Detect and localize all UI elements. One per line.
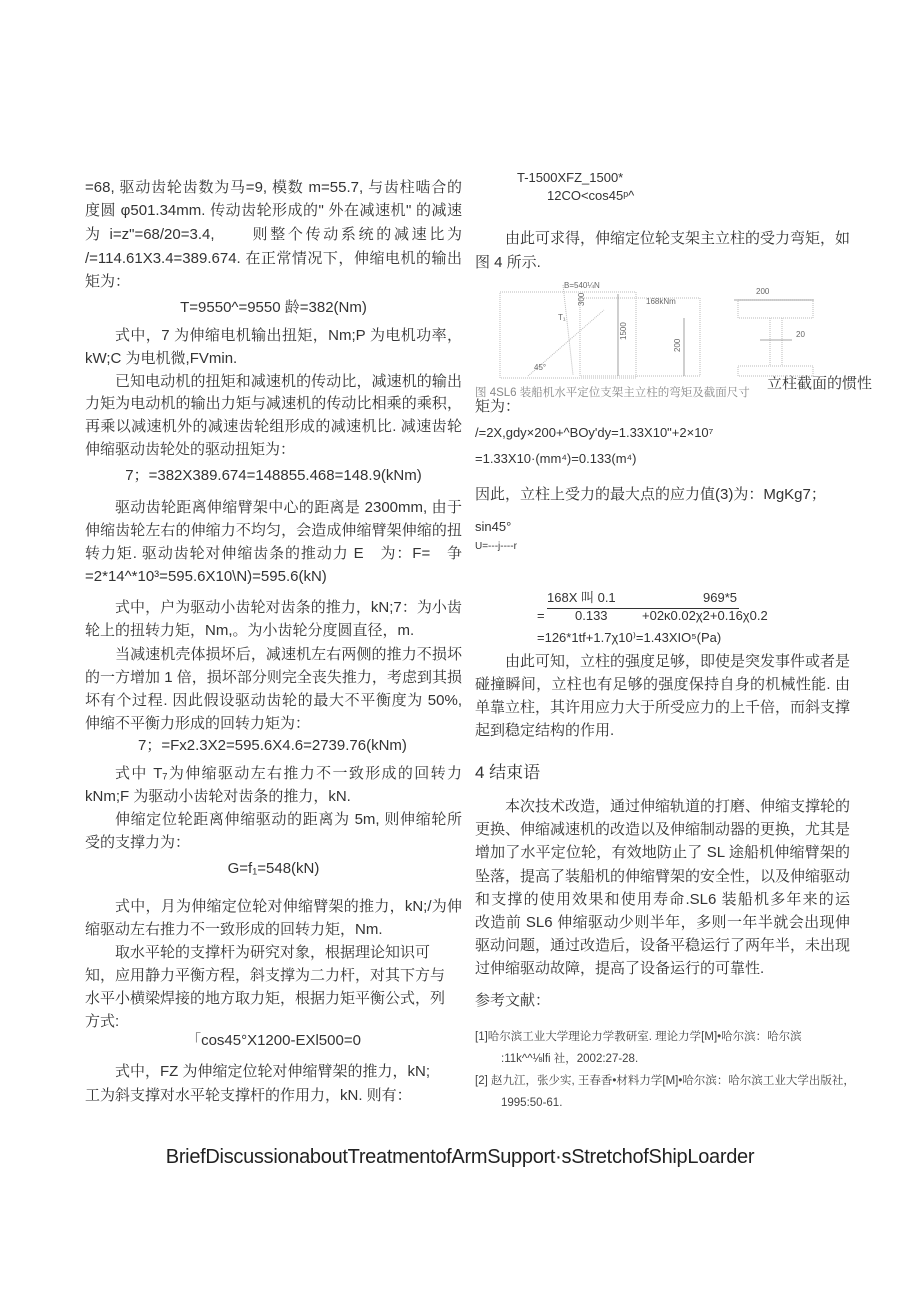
text-line: 过伸缩驱动故障，提高了设备运行的可靠性. bbox=[475, 960, 765, 977]
figure-label-angle: 45° bbox=[534, 363, 547, 372]
figure-label-force: B=540¼N bbox=[564, 281, 600, 290]
formula: =1.33X10·(mm⁴)=0.133(m⁴) bbox=[475, 451, 637, 466]
text-line: 立柱截面的惯性 bbox=[767, 375, 873, 392]
figure-label-width: 200 bbox=[756, 287, 770, 296]
text-line: 碰撞瞬间，立柱也有足够的强度保持自身的机械性能. 由 bbox=[475, 676, 850, 693]
reference-item: [1]哈尔滨工业大学理论力学教研室. 理论力学[M]•哈尔滨：哈尔滨 bbox=[475, 1031, 802, 1043]
figure-label-1500: 1500 bbox=[619, 322, 628, 340]
text-line: 式中，FZ 为伸缩定位轮对伸缩臂架的推力，kN; bbox=[115, 1063, 430, 1080]
formula: 0.133 bbox=[575, 608, 608, 623]
text-line: 受的支撑力为： bbox=[85, 834, 191, 851]
reference-item: :11k^^⅛lfi 社，2002:27-28. bbox=[501, 1053, 639, 1065]
figure-label-thickness: 20 bbox=[796, 330, 805, 339]
text-line: 因此，立柱上受力的最大点的应力值(3)为：MgKg7； bbox=[475, 486, 826, 503]
text-line: 取水平轮的支撑杆为研究对象，根据理论知识可 bbox=[115, 944, 431, 961]
text-line: 驱动问题，通过改造后，设备平稳运行了两年半，未出现 bbox=[475, 937, 850, 954]
text-line: 式中，户为驱动小齿轮对齿条的推力，kN;7：为小齿 bbox=[115, 599, 462, 616]
text-line: 式中，月为伸缩定位轮对伸缩臂架的推力，kN;/为伸 bbox=[115, 898, 462, 915]
formula: 12CO<cos45ᵖ^ bbox=[547, 188, 635, 203]
text-line: 当减速机壳体损坏后，减速机左右两侧的推力不损坏 bbox=[115, 646, 462, 663]
reference-item: [2] 赵九江，张少实, 王春香•材料力学[M]•哈尔滨：哈尔滨工业大学出版社， bbox=[475, 1075, 855, 1087]
text-line: 再乘以减速机外的减速齿轮组形成的减速机比. 减速齿轮 bbox=[85, 418, 462, 435]
section-heading: 4 结束语 bbox=[475, 763, 541, 782]
text-line: 为 i=z"=68/20=3.4, 则整个传动系统的减速比为 bbox=[85, 226, 462, 243]
text-line: 矩为： bbox=[85, 273, 131, 290]
formula: 7；=382X389.674=148855.468=148.9(kNm) bbox=[125, 467, 422, 484]
text-line: kW;C 为电机微,FVmin. bbox=[85, 350, 238, 367]
text-line: 本次技术改造，通过伸缩轨道的打磨、伸缩支撑轮的 bbox=[505, 798, 850, 815]
references-heading: 参考文献： bbox=[475, 992, 551, 1009]
text-line: 伸缩定位轮距离伸缩驱动的距离为 5m, 则伸缩轮所 bbox=[115, 811, 462, 828]
text-line: 的一方增加 1 倍，损坏部分则完全丧失推力，考虑到其损 bbox=[85, 669, 462, 686]
text-line: 轮上的扭转力矩，Nm,。为小齿轮分度圆直径，m. bbox=[85, 622, 415, 639]
text-line: 单靠立柱，其许用应力大于所受应力的上千倍，而斜支撑 bbox=[475, 699, 850, 716]
text-line: 力矩为电动机的输出力矩与减速机的传动比相乘的乘积， bbox=[85, 395, 462, 412]
text-line: 更换、伸缩减速机的改造以及伸缩制动器的更换，尤其是 bbox=[475, 821, 850, 838]
formula: 「cos45°X1200-EXl500=0 bbox=[186, 1032, 361, 1049]
text-line: =68, 驱动齿轮齿数为马=9, 模数 m=55.7, 与齿柱啮合的 bbox=[85, 179, 462, 196]
figure-label-300: 300 bbox=[577, 292, 586, 306]
formula: U=---j----r bbox=[475, 541, 517, 552]
text-line: 式中，7 为伸缩电机输出扭矩，Nm;P 为电机功率， bbox=[115, 327, 462, 344]
text-line: 伸缩齿轮左右的伸缩力不均匀，会造成伸缩臂架伸缩的扭 bbox=[85, 522, 462, 539]
formula: G=f₁=548(kN) bbox=[227, 860, 320, 877]
text-line: 驱动齿轮距离伸缩臂架中心的距离是 2300mm, 由于 bbox=[115, 499, 462, 516]
formula: T=9550^=9550 龄=382(Nm) bbox=[180, 299, 367, 316]
figure-label-moment: 168kNm bbox=[646, 297, 676, 306]
text-line: 方式: bbox=[85, 1013, 120, 1030]
text-line: 由此可求得，伸缩定位轮支架主立柱的受力弯矩，如 bbox=[505, 230, 850, 247]
figure-caption: 图 4SL6 装船机水平定位支架主立柱的弯矩及截面尺寸 bbox=[475, 387, 750, 399]
text-line: 知，应用静力平衡方程，斜支撑为二力杆，对其下方与 bbox=[85, 967, 446, 984]
formula: = bbox=[537, 608, 545, 623]
text-line: 转力矩. 驱动齿轮对伸缩齿条的推动力 E 为：F= 争 bbox=[85, 545, 462, 562]
text-line: 和支撑的使用效果和使用寿命.SL6 装船机多年来的运 bbox=[475, 891, 850, 908]
text-line: 矩为： bbox=[475, 398, 521, 415]
numerator-right: 969*5 bbox=[703, 590, 737, 605]
text-line: 伸缩驱动齿轮处的驱动扭矩为： bbox=[85, 441, 296, 458]
text-line: 工为斜支撑对水平轮支撑杆的作用力，kN. 则有： bbox=[85, 1087, 412, 1104]
formula: T-1500XFZ_1500* bbox=[517, 170, 624, 185]
english-title: BriefDiscussionaboutTreatmentofArmSupport·sStretchofShipLoarder bbox=[165, 1146, 755, 1168]
figure-label-height: 200 bbox=[673, 338, 682, 352]
formula: /=2X,gdy×200+^BOy'dy=1.33X10"+2×10⁷ bbox=[475, 425, 714, 440]
text-line: 坏有个过程. 因此假设驱动齿轮的最大不平衡度为 50%, bbox=[85, 692, 462, 709]
text-line: 度圆 φ501.34mm. 传动齿轮形成的" 外在减速机" 的减速 bbox=[85, 202, 462, 219]
text-line: kNm;F 为驱动小齿轮对齿条的推力，kN. bbox=[85, 788, 351, 805]
figure-4-moment-and-section-diagram bbox=[498, 280, 818, 380]
formula: 7；=Fx2.3X2=595.6X4.6=2739.76(kNm) bbox=[138, 737, 407, 754]
figure-label-t1: T₁ bbox=[558, 313, 566, 322]
text-line: 已知电动机的扭矩和减速机的传动比，减速机的输出 bbox=[115, 373, 462, 390]
text-line: 伸缩不平衡力形成的回转力矩为： bbox=[85, 715, 311, 732]
text-line: 改造前 SL6 伸缩驱动少则半年，多则一年半就会出现伸 bbox=[475, 914, 850, 931]
text-line: 图 4 所示. bbox=[475, 254, 541, 271]
formula: +02κ0.02χ2+0.16χ0.2 bbox=[642, 608, 768, 623]
text-line: 起到稳定结构的作用. bbox=[475, 722, 615, 739]
formula: sin45° bbox=[475, 519, 512, 534]
text-line: 坠落，提高了装船机的伸缩臂架的安全性，以及伸缩驱动 bbox=[475, 868, 850, 885]
text-line: 式中 T₇为伸缩驱动左右推力不一致形成的回转力 bbox=[115, 765, 462, 782]
text-line: 增加了水平定位轮，有效地防止了 SL 途船机伸缩臂架的 bbox=[475, 844, 850, 861]
numerator-left: 168X 叫 0.1 bbox=[547, 590, 616, 605]
reference-item: 1995:50-61. bbox=[501, 1097, 563, 1109]
text-line: /=114.61X3.4=389.674. 在正常情况下，伸缩电机的输出 bbox=[85, 250, 462, 267]
text-line: 缩驱动左右推力不一致形成的回转力矩，Nm. bbox=[85, 921, 383, 938]
text-line: 由此可知，立柱的强度足够，即使是突发事件或者是 bbox=[505, 653, 850, 670]
text-line: =2*14^*10³=595.6X10\N)=595.6(kN) bbox=[85, 568, 327, 585]
text-line: 水平小横梁焊接的地方取力矩，根据力矩平衡公式，列 bbox=[85, 990, 446, 1007]
formula: =126*1tf+1.7χ10⁾=1.43XIO⁵(Pa) bbox=[537, 630, 722, 645]
